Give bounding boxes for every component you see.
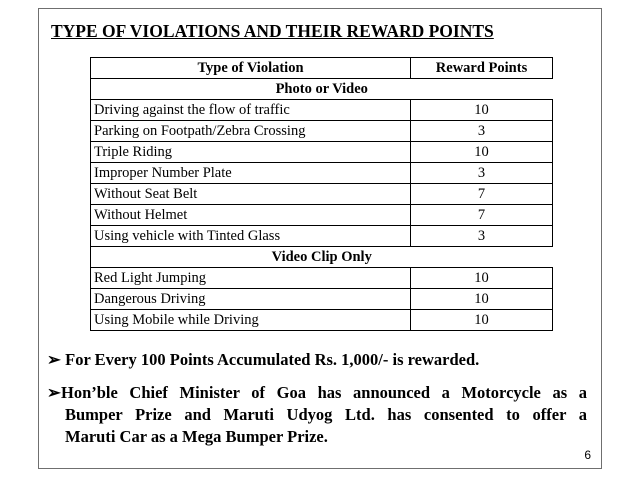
points-cell: 7 — [411, 205, 553, 226]
table-row — [91, 226, 553, 247]
header-reward-points: Reward Points — [411, 58, 553, 79]
violation-cell: Driving against the flow of traffic — [91, 100, 411, 121]
points-cell: 10 — [411, 289, 553, 310]
table-row — [91, 163, 553, 184]
arrow-bullet-icon: ➢ — [47, 350, 61, 369]
table-row — [91, 289, 553, 310]
page-number: 6 — [584, 448, 591, 462]
table-row — [91, 205, 553, 226]
section-row — [91, 247, 553, 268]
table-row — [91, 100, 553, 121]
bullet-line-2: Bumper Prize and Maruti Udyog Ltd. has consented to offer a — [65, 405, 587, 424]
table-row — [91, 142, 553, 163]
bullet-line-1 — [47, 382, 587, 404]
points-cell: 10 — [411, 268, 553, 289]
header-violation-type: Type of Violation — [91, 58, 411, 79]
bullet-text: Hon’ble Chief Minister of Goa has announced a Motorcycle as a — [61, 383, 587, 402]
points-cell: 7 — [411, 184, 553, 205]
section-label: Video Clip Only — [91, 247, 553, 268]
bullet-points-reward — [47, 350, 592, 370]
bullet-line-3: Maruti Car as a Mega Bumper Prize. — [65, 427, 328, 446]
table-row — [91, 310, 553, 331]
violation-cell: Using vehicle with Tinted Glass — [91, 226, 411, 247]
violations-table — [90, 57, 553, 331]
points-cell: 3 — [411, 226, 553, 247]
violation-cell: Without Helmet — [91, 205, 411, 226]
points-cell: 10 — [411, 310, 553, 331]
points-cell: 3 — [411, 121, 553, 142]
violation-cell: Parking on Footpath/Zebra Crossing — [91, 121, 411, 142]
violation-cell: Using Mobile while Driving — [91, 310, 411, 331]
bullet-bumper-prize — [47, 382, 587, 448]
arrow-bullet-icon: ➢ — [47, 383, 61, 402]
section-row — [91, 79, 553, 100]
violation-cell: Dangerous Driving — [91, 289, 411, 310]
table-header-row — [91, 58, 553, 79]
violation-cell: Triple Riding — [91, 142, 411, 163]
table-row — [91, 268, 553, 289]
slide — [38, 8, 602, 469]
table-row — [91, 184, 553, 205]
violation-cell: Improper Number Plate — [91, 163, 411, 184]
slide-title: TYPE OF VIOLATIONS AND THEIR REWARD POINTS — [51, 21, 494, 41]
table-body — [91, 79, 553, 331]
violation-cell: Red Light Jumping — [91, 268, 411, 289]
points-cell: 3 — [411, 163, 553, 184]
bullet-text: For Every 100 Points Accumulated Rs. 1,000/- is rewarded. — [65, 350, 480, 369]
points-cell: 10 — [411, 100, 553, 121]
points-cell: 10 — [411, 142, 553, 163]
section-label: Photo or Video — [91, 79, 553, 100]
violation-cell: Without Seat Belt — [91, 184, 411, 205]
table-row — [91, 121, 553, 142]
